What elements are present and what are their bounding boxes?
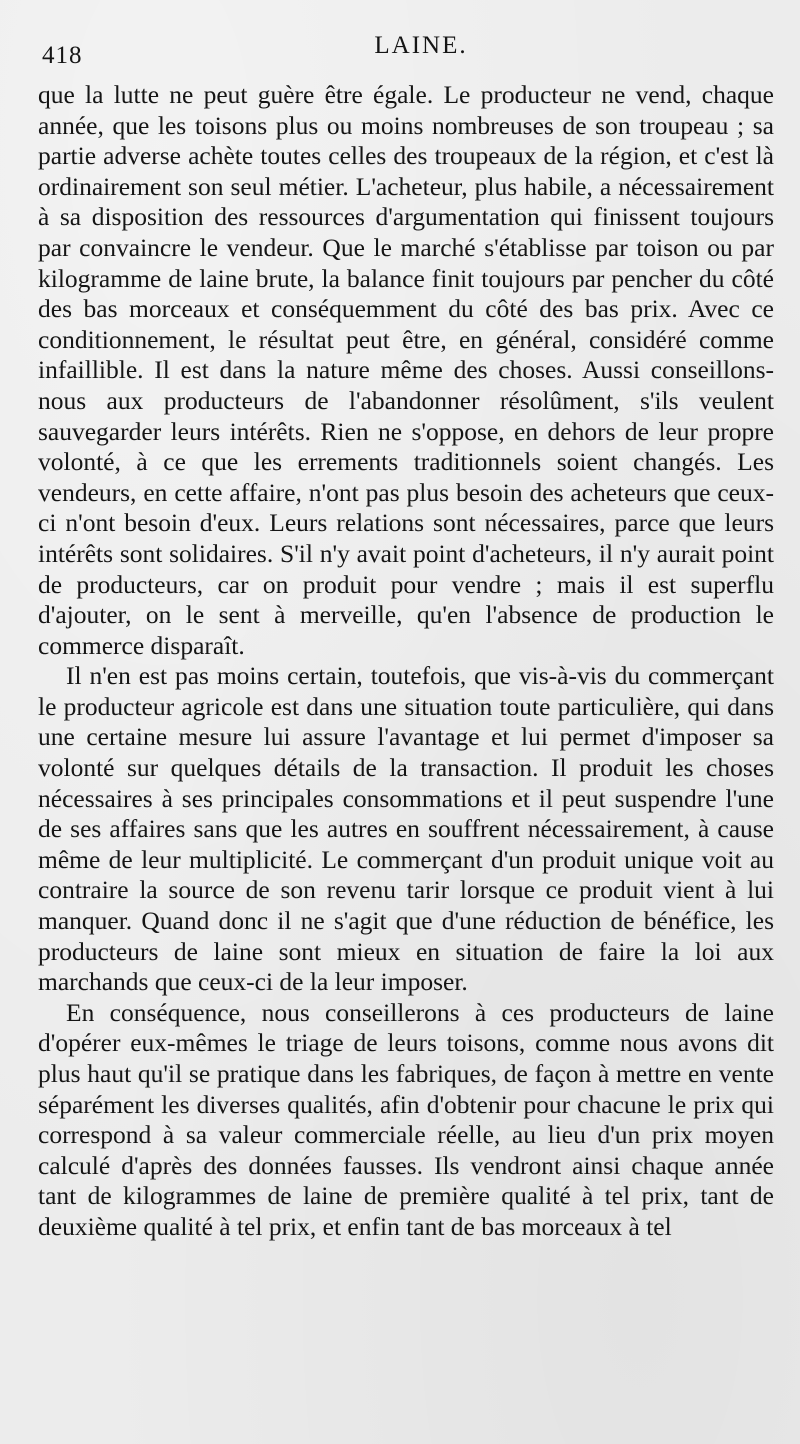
body-text bbox=[38, 80, 774, 1243]
paragraph-2: Il n'en est pas moins certain, toutefois, que vis-à-vis du commerçant le producteur agricole est dans une situation toute particulière, qui dans une certaine mesure lui assure l'avantage et lui permet d'imposer sa volonté sur quelques détails de la transaction. Il produit les choses nécessaires à ses principales consommations et il peut suspendre l'une de ses affaires sans que les autres en souffrent nécessairement, à cause même de leur multiplicité. Le commerçant d'un produit unique voit au contraire la source de son revenu tarir lorsque ce produit vient à lui manquer. Quand donc il ne s'agit que d'une réduction de bénéfice, les producteurs de laine sont mieux en situation de faire la loi aux marchands que ceux-ci de la leur imposer. bbox=[38, 661, 774, 997]
page-number: 418 bbox=[42, 42, 83, 69]
running-title: LAINE. bbox=[374, 32, 468, 59]
page-header bbox=[38, 28, 774, 80]
paragraph-3: En conséquence, nous conseillerons à ces producteurs de laine d'opérer eux-mêmes le triage de leurs toisons, comme nous avons dit plus haut qu'il se pratique dans les fabriques, de façon à mettre en vente séparément les diverses qualités, afin d'obtenir pour chacune le prix qui correspond à sa valeur commerciale réelle, au lieu d'un prix moyen calculé d'après des données fausses. Ils vendront ainsi chaque année tant de kilogrammes de laine de première qualité à tel prix, tant de deuxième qualité à tel prix, et enfin tant de bas morceaux à tel bbox=[38, 997, 774, 1241]
paragraph-1: que la lutte ne peut guère être égale. Le producteur ne vend, chaque année, que les toisons plus ou moins nombreuses de son troupeau ; sa partie adverse achète toutes celles des troupeaux de la région, et c'est là ordinairement son seul métier. L'acheteur, plus habile, a nécessairement à sa disposition des ressources d'argumentation qui finissent toujours par convaincre le vendeur. Que le marché s'établisse par toison ou par kilogramme de laine brute, la balance finit toujours par pencher du côté des bas morceaux et conséquemment du côté des bas prix. Avec ce conditionnement, le résultat peut être, en général, considéré comme infaillible. Il est dans la nature même des choses. Aussi conseillons-nous aux producteurs de l'abandonner résolûment, s'ils veulent sauvegarder leurs intérêts. Rien ne s'oppose, en dehors de leur propre volonté, à ce que les errements traditionnels soient changés. Les vendeurs, en cette affaire, n'ont pas plus besoin des acheteurs que ceux-ci n'ont besoin d'eux. Leurs relations sont nécessaires, parce que leurs intérêts sont solidaires. S'il n'y avait point d'acheteurs, il n'y aurait point de producteurs, car on produit pour vendre ; mais il est superflu d'ajouter, on le sent à merveille, qu'en l'absence de production le commerce disparaît. bbox=[38, 80, 774, 660]
